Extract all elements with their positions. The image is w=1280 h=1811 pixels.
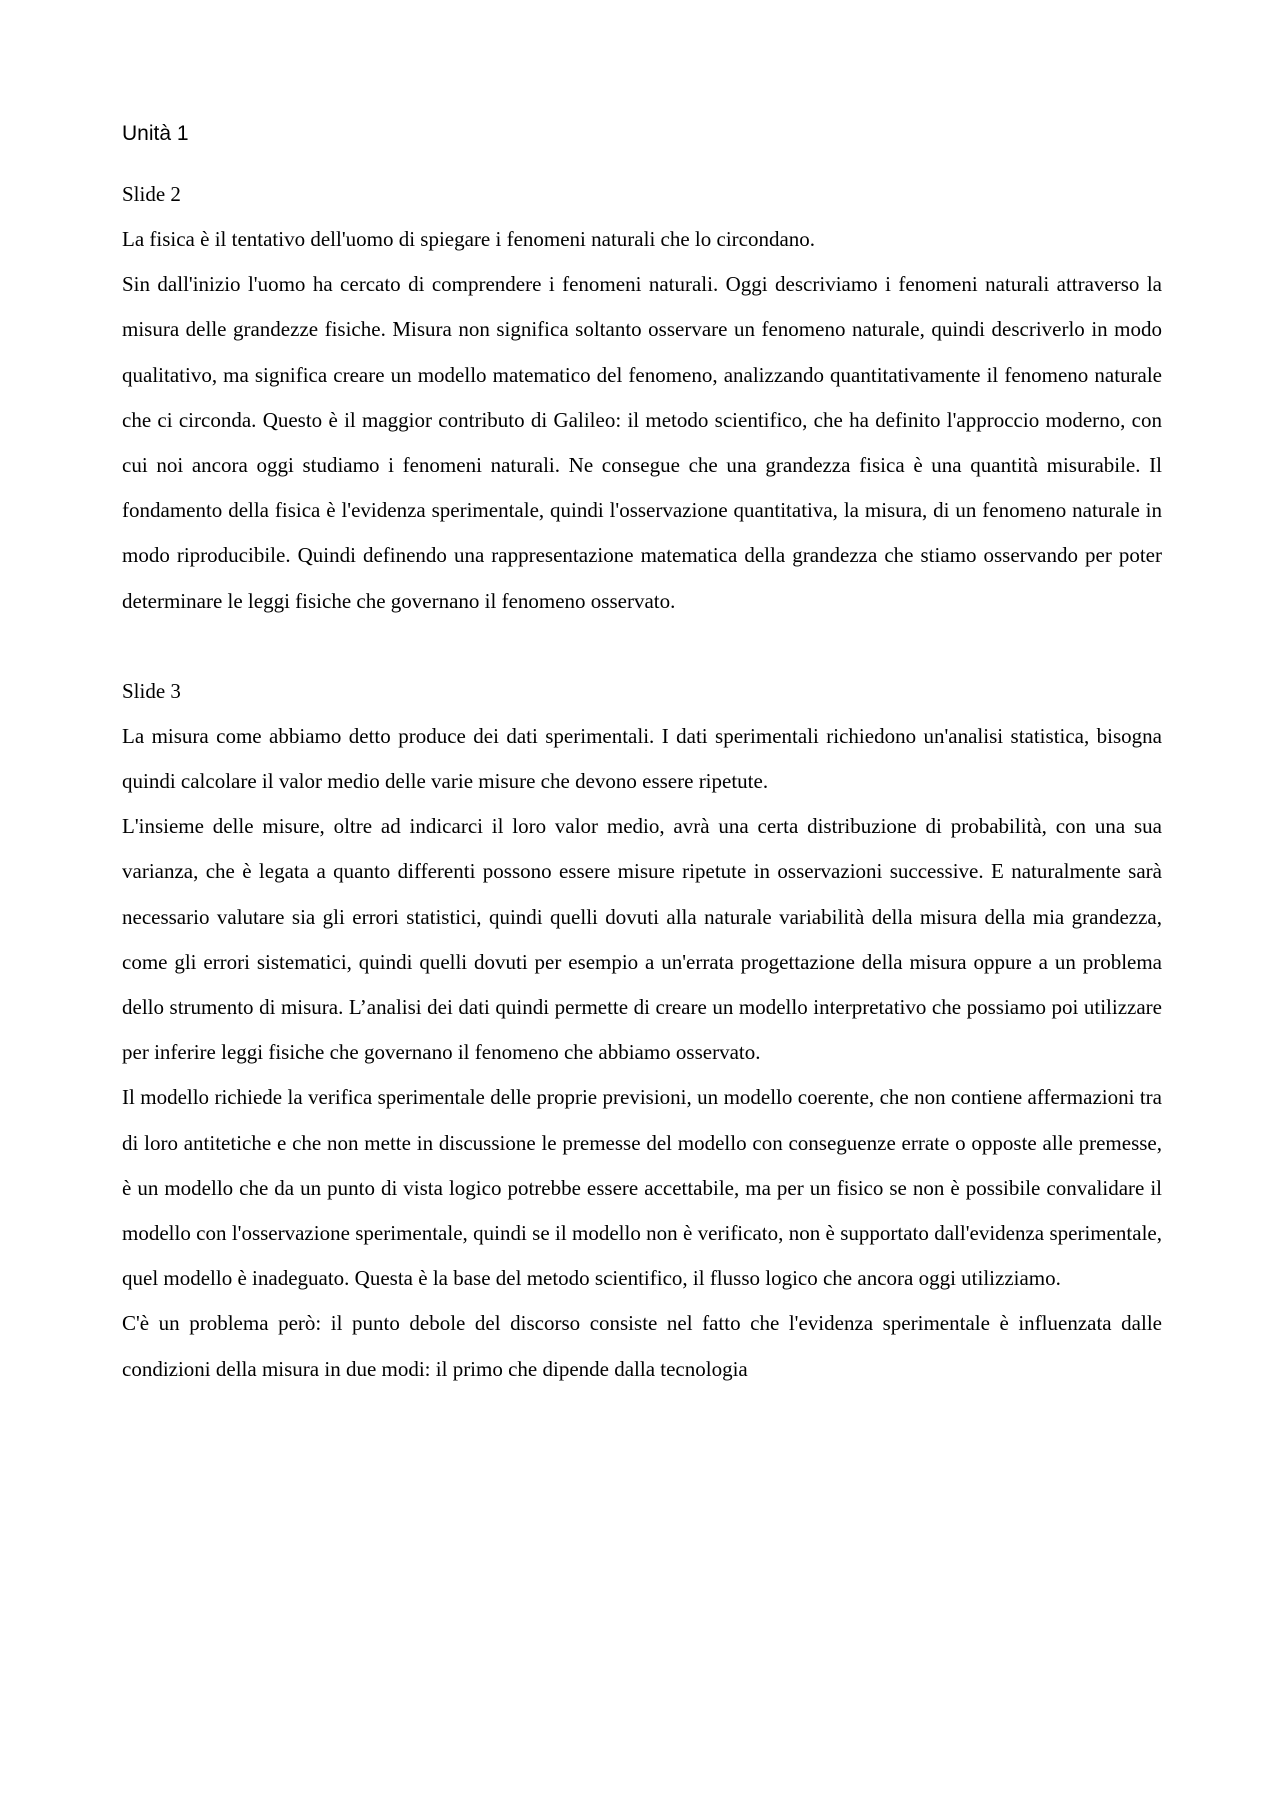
- section-title: Slide 3: [122, 678, 181, 703]
- paragraph: La fisica è il tentativo dell'uomo di spiegare i fenomeni naturali che lo circondano.: [122, 227, 816, 251]
- document-page: [122, 118, 1162, 1392]
- section-spacer: [122, 624, 1162, 669]
- paragraph: Il modello richiede la verifica sperimentale delle proprie previsioni, un modello coerente, che non contiene affermazioni tra di loro antitetiche e che non mette in discussione le premesse del modello con conseguenze errate o opposte alle premesse, è un modello che da un punto di vista logico potrebbe essere accettabile, ma per un fisico se non è possibile convalidare il modello con l'osservazione sperimentale, quindi se il modello non è verificato, non è supportato dall'evidenza sperimentale, quel modello è inadeguato. Questa è la base del metodo scientifico, il flusso logico che ancora oggi utilizziamo.: [122, 1085, 1162, 1291]
- paragraph: L'insieme delle misure, oltre ad indicarci il loro valor medio, avrà una certa distribuzione di probabilità, con una sua varianza, che è legata a quanto differenti possono essere misure ripetute in osservazioni successive. E naturalmente sarà necessario valutare sia gli errori statistici, quindi quelli dovuti alla naturale variabilità della misura della mia grandezza, come gli errori sistematici, quindi quelli dovuti per esempio a un'errata progettazione della misura oppure a un problema dello strumento di misura. L’analisi dei dati quindi permette di creare un modello interpretativo che possiamo poi utilizzare per inferire leggi fisiche che governano il fenomeno che abbiamo osservato.: [122, 814, 1162, 1065]
- paragraph: C'è un problema però: il punto debole del discorso consiste nel fatto che l'evidenza sperimentale è influenzata dalle condizioni della misura in due modi: il primo che dipende dalla tecnologia: [122, 1311, 1162, 1381]
- paragraph: La misura come abbiamo detto produce dei dati sperimentali. I dati sperimentali richiedono un'analisi statistica, bisogna quindi calcolare il valor medio delle varie misure che devono essere ripetute.: [122, 723, 1162, 794]
- section-title: Slide 2: [122, 182, 181, 206]
- section-slide-3: [122, 669, 1162, 1392]
- section-slide-2: [122, 172, 1162, 624]
- paragraph: Sin dall'inizio l'uomo ha cercato di comprendere i fenomeni naturali. Oggi descriviamo i fenomeni naturali attraverso la misura delle grandezze fisiche. Misura non significa soltanto osservare un fenomeno naturale, quindi descriverlo in modo qualitativo, ma significa creare un modello matematico del fenomeno, analizzando quantitativamente il fenomeno naturale che ci circonda. Questo è il maggior contributo di Galileo: il metodo scientifico, che ha definito l'approccio moderno, con cui noi ancora oggi studiamo i fenomeni naturali. Ne consegue che una grandezza fisica è una quantità misurabile. Il fondamento della fisica è l'evidenza sperimentale, quindi l'osservazione quantitativa, la misura, di un fenomeno naturale in modo riproducibile. Quindi definendo una rappresentazione matematica della grandezza che stiamo osservando per poter determinare le leggi fisiche che governano il fenomeno osservato.: [122, 272, 1162, 613]
- unit-title: Unità 1: [122, 122, 189, 145]
